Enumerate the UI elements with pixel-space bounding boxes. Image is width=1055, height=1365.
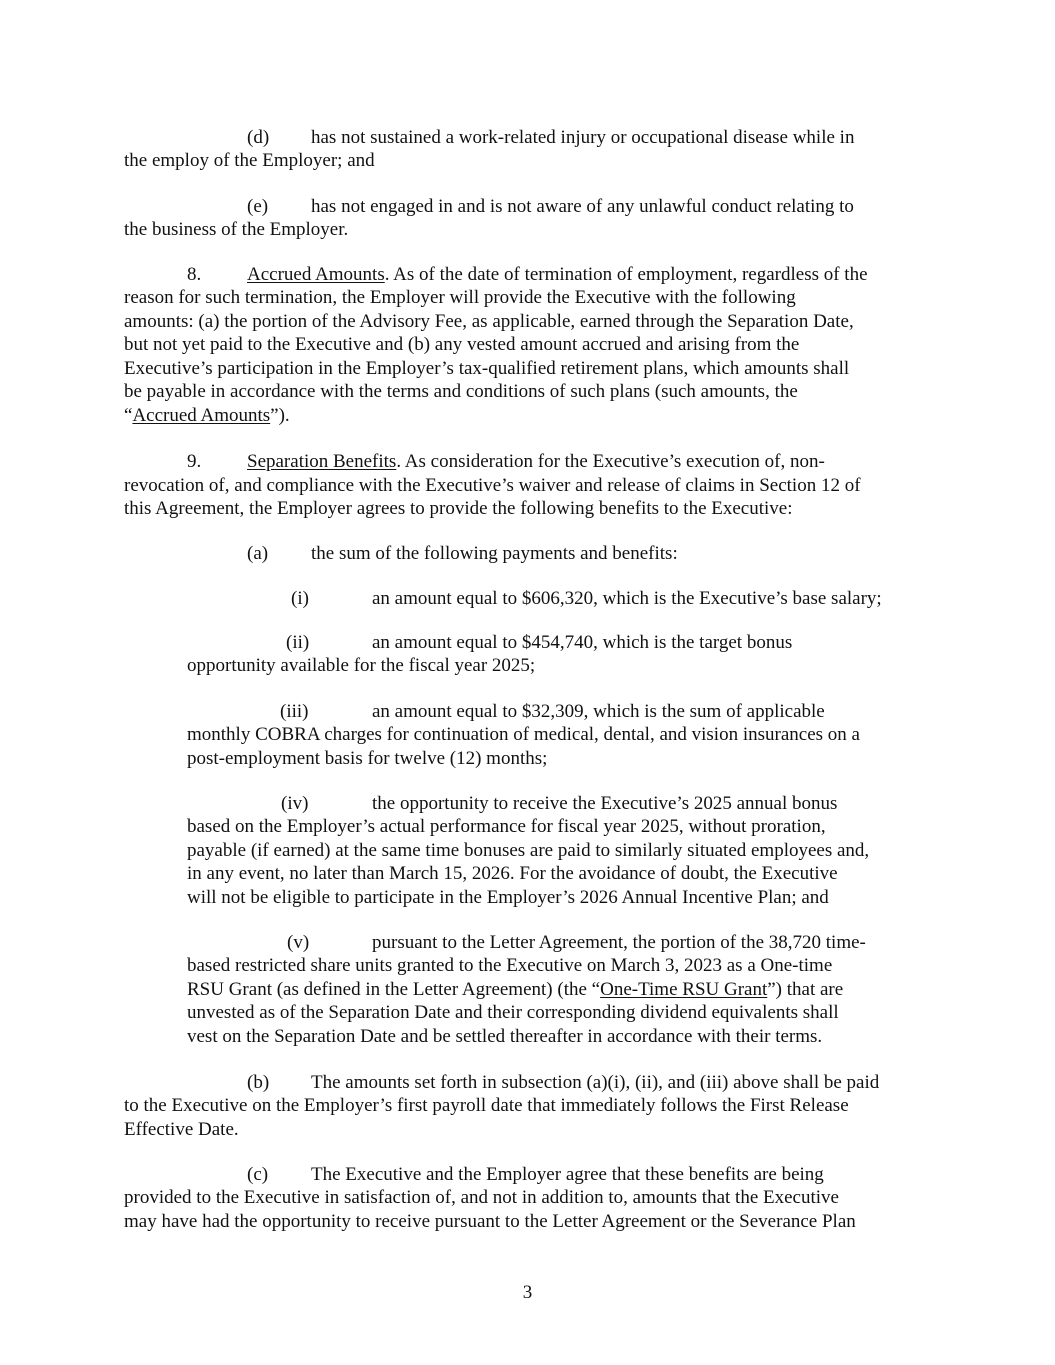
subclause-text: in any event, no later than March 15, 2026. For the avoidance of doubt, the Executive [187,863,838,884]
subclause-text: based restricted share units granted to the Executive on March 3, 2023 as a One-time [187,955,833,976]
section-text: . As consideration for the Executive’s execution of, non- [396,451,825,472]
subclause-label: (ii) [286,632,310,653]
subclause-text: the opportunity to receive the Executive’s 2025 annual bonus [372,793,838,814]
clause-text: The amounts set forth in subsection (a)(i), (ii), and (iii) above shall be paid [311,1072,880,1093]
clause-text: has not engaged in and is not aware of any unlawful conduct relating to [311,196,854,217]
page-number: 3 [522,1282,533,1303]
subclause-text: post-employment basis for twelve (12) months; [187,748,548,769]
section-number: 9. [187,451,202,472]
section-text: . As of the date of termination of employment, regardless of the [384,264,868,285]
subclause-text: ”) that are [767,979,844,1000]
clause-text: to the Executive on the Employer’s first payroll date that immediately follows the First Release [124,1095,849,1116]
section-text: amounts: (a) the portion of the Advisory Fee, as applicable, earned through the Separation Date, [124,311,854,332]
subclause-label: (iv) [281,793,309,814]
subclause-text: monthly COBRA charges for continuation of medical, dental, and vision insurances on a [187,724,860,745]
clause-text: has not sustained a work-related injury or occupational disease while in [311,127,855,148]
section-text: be payable in accordance with the terms and conditions of such plans (such amounts, the [124,381,798,402]
section-heading: Separation Benefits [247,451,397,472]
section-text: but not yet paid to the Executive and (b) any vested amount accrued and arising from the [124,334,800,355]
defined-term: One-Time RSU Grant [600,979,768,1000]
section-text: revocation of, and compliance with the Executive’s waiver and release of claims in Section 12 of [124,475,861,496]
section-text: reason for such termination, the Employer will provide the Executive with the following [124,287,796,308]
clause-text: Effective Date. [124,1119,239,1140]
section-8-defined-term-line [124,404,290,427]
subclause-label: (iii) [280,701,309,722]
clause-label: (e) [247,196,269,217]
subclause-text: vest on the Separation Date and be settled thereafter in accordance with their terms. [187,1026,823,1047]
subclause-text: payable (if earned) at the same time bonuses are paid to similarly situated employees and, [187,840,870,861]
section-text: this Agreement, the Employer agrees to provide the following benefits to the Executive: [124,498,793,519]
section-text: Executive’s participation in the Employer’s tax-qualified retirement plans, which amounts shall [124,358,850,379]
quote-open: “ [124,405,133,426]
subclause-text: will not be eligible to participate in the Employer’s 2026 Annual Incentive Plan; and [187,887,829,908]
subclause-label: (i) [291,588,309,609]
subclause-text: an amount equal to $32,309, which is the sum of applicable [372,701,825,722]
clause-text: provided to the Executive in satisfaction of, and not in addition to, amounts that the Executive [124,1187,839,1208]
section-8-first-line [247,263,868,286]
subclause-text: an amount equal to $606,320, which is the Executive’s base salary; [372,588,882,609]
section-number: 8. [187,264,202,285]
section-heading: Accrued Amounts [247,264,385,285]
section-9-first-line [247,450,825,473]
clause-text: the sum of the following payments and benefits: [311,543,678,564]
clause-text: may have had the opportunity to receive pursuant to the Letter Agreement or the Severance Plan [124,1211,856,1232]
clause-label: (c) [247,1164,269,1185]
subclause-text: pursuant to the Letter Agreement, the portion of the 38,720 time- [372,932,866,953]
clause-label: (a) [247,543,269,564]
subclause-text: RSU Grant (as defined in the Letter Agreement) (the “ [187,979,601,1000]
subclause-text: opportunity available for the fiscal year 2025; [187,655,536,676]
quote-close: ”). [270,405,290,426]
defined-term: Accrued Amounts [132,405,271,426]
subclause-text: an amount equal to $454,740, which is the target bonus [372,632,793,653]
subclause-defined-term-line [187,978,843,1001]
clause-text: The Executive and the Employer agree that these benefits are being [311,1164,824,1185]
clause-text: the employ of the Employer; and [124,150,375,171]
clause-label: (b) [247,1072,270,1093]
subclause-label: (v) [287,932,310,953]
subclause-text: based on the Employer’s actual performance for fiscal year 2025, without proration, [187,816,826,837]
clause-label: (d) [247,127,270,148]
subclause-text: unvested as of the Separation Date and their corresponding dividend equivalents shall [187,1002,839,1023]
clause-text: the business of the Employer. [124,219,349,240]
